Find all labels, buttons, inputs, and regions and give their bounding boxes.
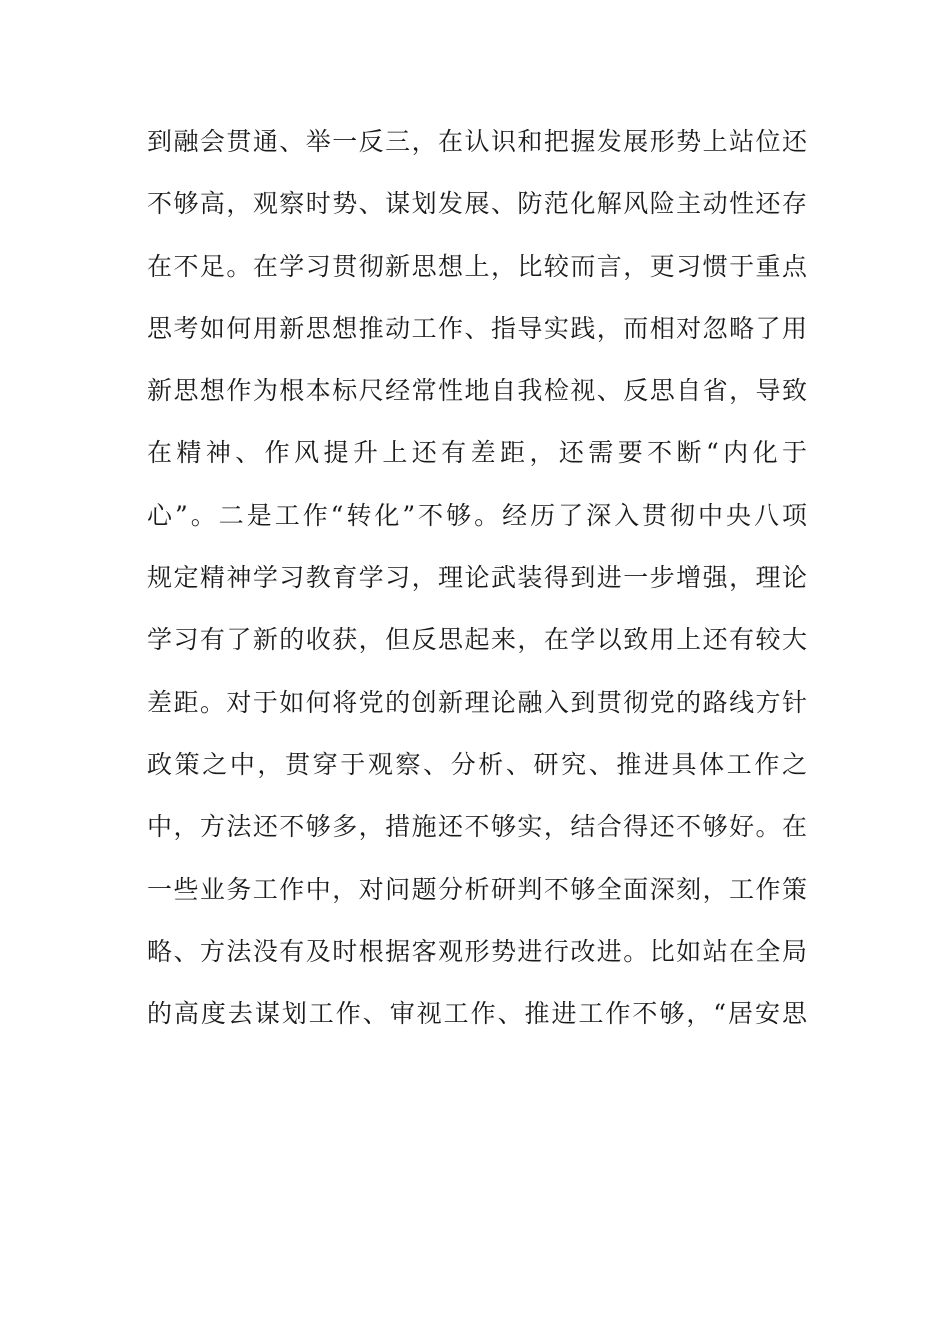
text-line: 中，方法还不够多，措施还不够实，结合得还不够好。在 <box>147 812 807 842</box>
text-line: 在不足。在学习贯彻新思想上，比较而言，更习惯于重点 <box>147 251 807 281</box>
text-line: 在精神、作风提升上还有差距，还需要不断“内化于 <box>147 438 807 468</box>
text-line: 思考如何用新思想推动工作、指导实践，而相对忽略了用 <box>147 313 807 343</box>
text-line: 到融会贯通、举一反三，在认识和把握发展形势上站位还 <box>147 127 807 156</box>
text-line: 的高度去谋划工作、审视工作、推进工作不够，“居安思 <box>147 999 807 1029</box>
text-line: 略、方法没有及时根据客观形势进行改进。比如站在全局 <box>147 936 807 966</box>
text-line: 新思想作为根本标尺经常性地自我检视、反思自省，导致 <box>147 376 807 406</box>
text-line: 学习有了新的收获，但反思起来，在学以致用上还有较大 <box>147 625 807 655</box>
text-line: 政策之中，贯穿于观察、分析、研究、推进具体工作之 <box>147 749 807 779</box>
text-line: 心”。二是工作“转化”不够。经历了深入贯彻中央八项 <box>147 500 807 530</box>
text-line: 规定精神学习教育学习，理论武装得到进一步增强，理论 <box>147 563 807 593</box>
text-line: 差距。对于如何将党的创新理论融入到贯彻党的路线方针 <box>147 687 807 717</box>
body-paragraph <box>147 118 807 1052</box>
text-line: 一些业务工作中，对问题分析研判不够全面深刻，工作策 <box>147 874 807 904</box>
text-line: 不够高，观察时势、谋划发展、防范化解风险主动性还存 <box>147 189 807 219</box>
